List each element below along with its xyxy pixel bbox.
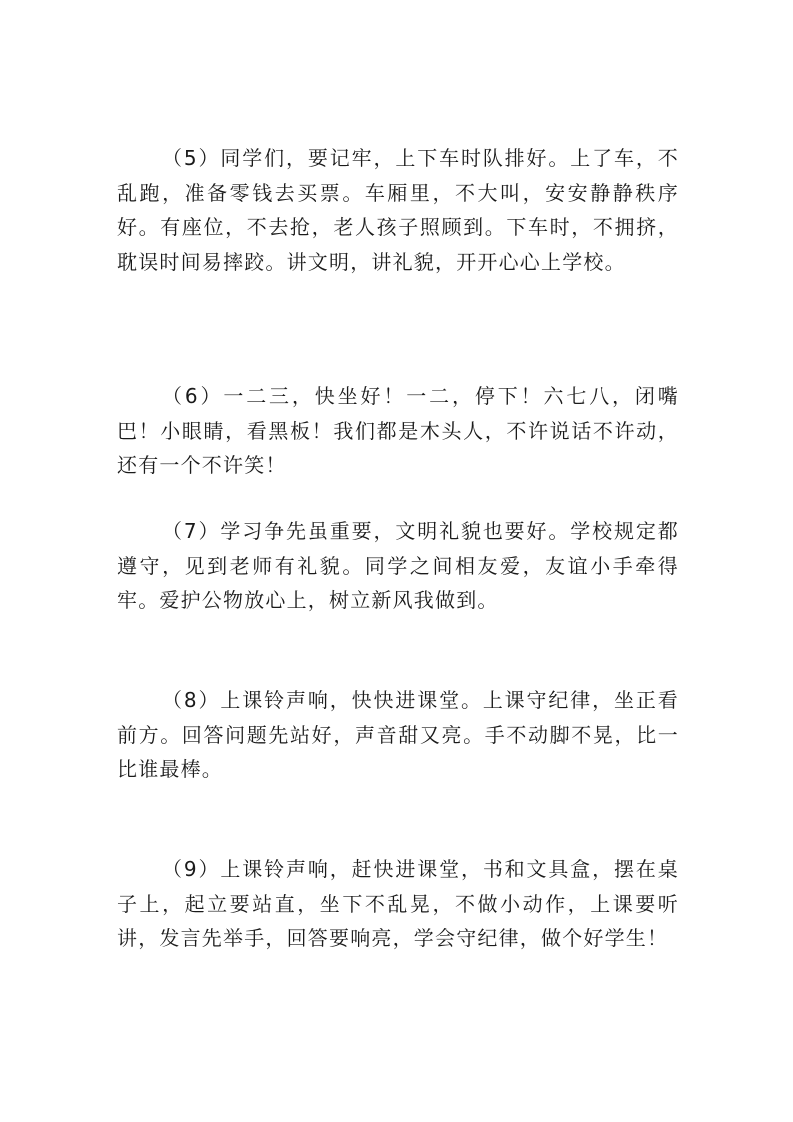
paragraph-9: （9）上课铃声响，赶快进课堂，书和文具盒，摆在桌子上，起立要站直，坐下不乱晃，不做小动作，上课要听讲，发言先举手，回答要响亮，学会守纪律，做个好学生！	[117, 857, 679, 950]
paragraph-5: （5）同学们，要记牢，上下车时队排好。上了车，不乱跑，准备零钱去买票。车厢里，不大叫，安安静静秩序好。有座位，不去抢，老人孩子照顾到。下车时，不拥挤，耽误时间易摔跤。讲文明，讲礼貌，开开心心上学校。	[117, 146, 679, 274]
paragraph-6: （6）一二三，快坐好！一二，停下！六七八，闭嘴巴！小眼睛，看黑板！我们都是木头人，不许说话不许动，还有一个不许笑！	[117, 384, 679, 477]
paragraph-8: （8）上课铃声响，快快进课堂。上课守纪律，坐正看前方。回答问题先站好，声音甜又亮。手不动脚不晃，比一比谁最棒。	[117, 688, 679, 781]
paragraph-7: （7）学习争先虽重要，文明礼貌也要好。学校规定都遵守，见到老师有礼貌。同学之间相友爱，友谊小手牵得牢。爱护公物放心上，树立新风我做到。	[117, 519, 679, 612]
